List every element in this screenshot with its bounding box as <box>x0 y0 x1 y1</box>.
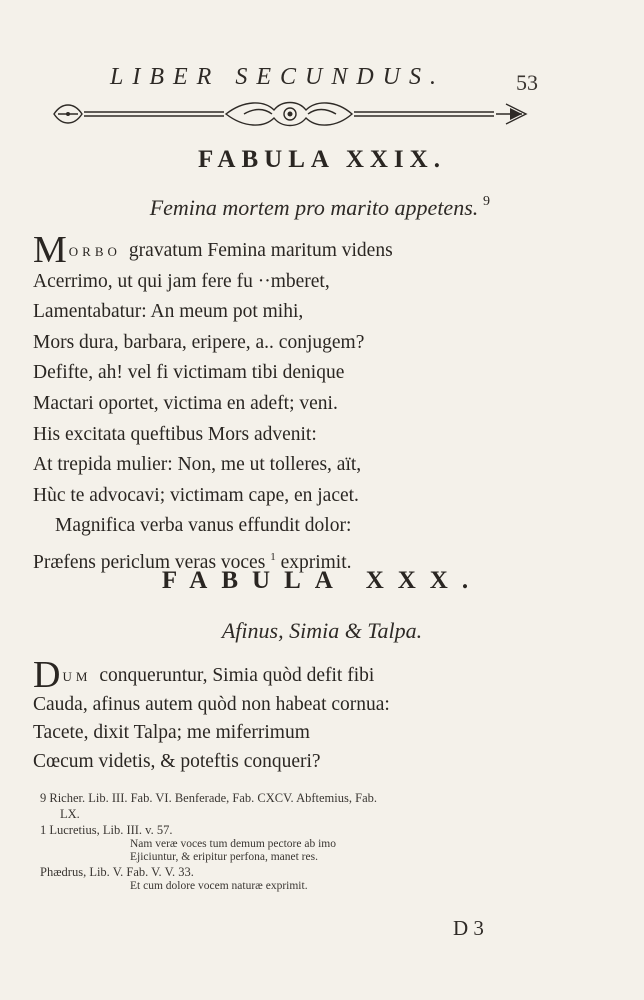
drop-cap: M <box>33 229 67 271</box>
fable-29-title: FABULA XXIX. <box>198 146 446 173</box>
running-title: LIBER SECUNDUS. <box>110 64 445 90</box>
running-head <box>0 64 644 94</box>
verse-line: Cauda, afinus autem quòd non habeat cornua: <box>33 693 390 715</box>
verse-line: At trepida mulier: Non, me ut tolleres, aït, <box>33 454 362 476</box>
fable-29-subtitle: Femina mortem pro marito appetens. <box>149 195 479 220</box>
signature-mark: D 3 <box>453 916 484 940</box>
footnote-1-quote-line: Nam veræ voces tum demum pectore ab imo <box>130 838 336 850</box>
verse-line: Defifte, ah! vel fi victimam tibi denique <box>33 362 345 384</box>
verse-line: Mactari oportet, victima en adeft; veni. <box>33 392 338 414</box>
drop-cap: D <box>33 654 61 696</box>
footnote-1: 1 Lucretius, Lib. III. v. 57. <box>40 823 173 837</box>
verse-line: Tacete, dixit Talpa; me miferrimum <box>33 722 310 743</box>
footnote-phaedrus: Phædrus, Lib. V. Fab. V. V. 33. <box>40 865 194 879</box>
footnotes <box>40 790 550 893</box>
verse-line: DUM conqueruntur, Simia quòd defit fibi <box>33 654 375 696</box>
verse-line: Cœcum videtis, & poteftis conqueri? <box>33 750 321 772</box>
verse-line: Lamentabatur: An meum pot mihi, <box>33 301 304 323</box>
small-caps: UM <box>62 669 92 684</box>
footnote-mark-9: 9 <box>483 194 490 209</box>
page-number: 53 <box>516 70 538 95</box>
footnote-mark-1: 1 <box>270 550 276 563</box>
footnote-phaedrus-quote: Et cum dolore vocem naturæ exprimit. <box>130 880 308 892</box>
verse-line: Hùc te advocavi; victimam cape, en jacet. <box>33 484 359 506</box>
verse-line: Mors dura, barbara, eripere, a.. conjugem? <box>33 331 365 353</box>
decorative-rule-icon <box>44 96 536 136</box>
footnote-9-continued: LX. <box>60 807 80 821</box>
verse-line: Præfens periclum veras voces $^1$ exprimit. <box>33 550 352 573</box>
verse-line: His excitata queftibus Mors advenit: <box>33 423 317 445</box>
verse-line: Magnifica verba vanus effundit dolor: <box>55 515 352 537</box>
fable-30-title: FABULA XXX. <box>161 567 483 594</box>
verse-line: Acerrimo, ut qui jam fere fu ··mberet, <box>33 270 330 292</box>
small-caps: ORBO <box>68 244 121 259</box>
fable-30-verse <box>33 654 503 776</box>
verse-line: MORBO gravatum Femina maritum videns <box>33 229 393 271</box>
footnote-1-quote-line: Ejiciuntur, & eripitur perfona, manet res. <box>130 851 318 863</box>
fable-29-verse <box>33 229 503 573</box>
fable-30-subtitle: Afinus, Simia & Talpa. <box>221 618 423 643</box>
footnote-9: 9 Richer. Lib. III. Fab. VI. Benferade, Fab. CXCV. Abftemius, Fab. <box>40 791 377 805</box>
